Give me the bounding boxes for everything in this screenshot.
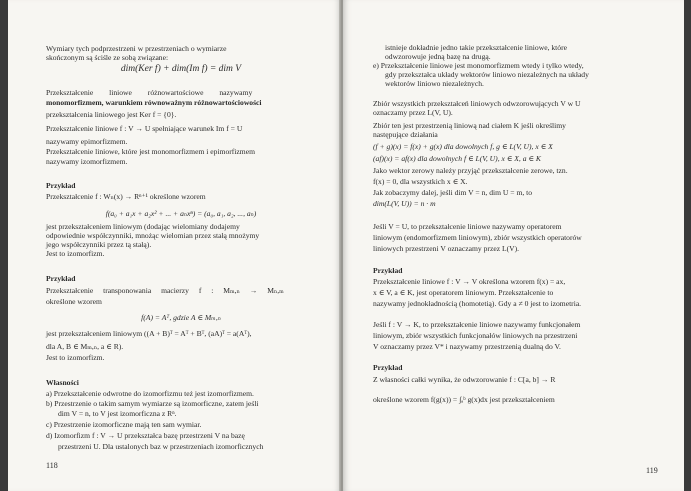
text-line: dla A, B ∈ Mₘ,ₙ, a ∈ R).	[46, 342, 124, 351]
formula: (af)(x) = af(x) dla dowolnych f ∈ L(V, U), x ∈ X, a ∈ K	[373, 154, 541, 163]
text-line: odpowiednie współczynniki, mnożąc wielomian przez stałą mnożymy	[46, 231, 260, 240]
text-line: Jeśli V = U, to przekształcenie liniowe nazywamy operatorem	[373, 222, 562, 231]
formula: dim(Ker f) + dim(Im f) = dim V	[120, 64, 242, 74]
text-line: określone wzorem	[46, 297, 102, 306]
text-line: liniowym, zbiór wszystkich funkcjonałów liniowych na przestrzeni	[373, 331, 578, 340]
text-line: Przekształcenie f : Wₙ(x) → Rⁿ⁺¹ określone wzorem	[46, 192, 206, 201]
text-line: Zbiór wszystkich przekształceń liniowych odwzorowujących V w U	[373, 99, 581, 108]
text-line: Jak zobaczymy dalej, jeśli dim V = n, dim U = m, to	[373, 188, 533, 197]
text-line: odwzorowuje jedną bazę na drugą.	[385, 52, 491, 61]
formula: f(a₀ + a₁x + a₂x² + ... + aₙxⁿ) = (a₀, a₁, a₂, ..., aₙ)	[105, 209, 257, 218]
list-item: przestrzeni U. Dla ustalonych baz w przestrzeniach izomorficznych	[58, 442, 264, 451]
formula: dim(L(V, U)) = n · m	[373, 199, 436, 208]
text-line: gdy przekształca układy wektorów liniowo niezależnych na układy	[385, 70, 589, 79]
text-line: jest przekształceniem liniowym ((A + B)ᵀ = Aᵀ + Bᵀ, (aA)ᵀ = a(Aᵀ),	[46, 329, 252, 338]
text-line: f(x) = 0, dla wszystkich x ∈ X.	[373, 177, 468, 186]
text-line: Przekształcenie transponowania macierzy f : Mₘ,ₙ → Mₙ,ₘ	[46, 286, 284, 295]
section-heading: Przykład	[373, 266, 403, 275]
section-heading: Przykład	[46, 181, 76, 190]
text-line: oznaczamy przez L(V, U).	[373, 108, 453, 117]
right-page	[343, 0, 684, 491]
text-line: Przekształcenie liniowe, które jest monomorfizmem i epimorfizmem	[46, 147, 255, 156]
text-line: określone wzorem f(g(x)) = ∫ₐᵇ g(x)dx jest przekształceniem	[373, 395, 555, 404]
section-heading: Przykład	[373, 363, 403, 372]
text-line: Z własności całki wynika, że odwzorowanie f : C[a, b] → R	[373, 375, 556, 384]
text-line: przekształcenia liniowego jest Ker f = {0}.	[46, 110, 177, 119]
page-number: 119	[646, 466, 658, 475]
text-line: Przekształcenie liniowe różnowartościowe nazywamy	[46, 88, 253, 97]
formula: f(A) = Aᵀ, gdzie A ∈ Mₘ,ₙ	[141, 313, 221, 322]
formula: (f + g)(x) = f(x) + g(x) dla dowolnych f, g ∈ L(V, U), x ∈ X	[373, 142, 553, 151]
text-line: jego współczynniki przez tą stałą).	[46, 240, 152, 249]
text-line: jest przekształceniem liniowym (dodając wielomiany dodajemy	[46, 222, 240, 231]
section-heading: Przykład	[46, 274, 76, 283]
text-line: V oznaczamy przez V* i nazywamy przestrzenią dualną do V.	[373, 342, 561, 351]
text-line: liniowych przestrzeni V oznaczamy przez L(V).	[373, 244, 520, 253]
text-line: Jeśli f : V → K, to przekształcenie liniowe nazywamy funkcjonałem	[373, 320, 581, 329]
text-line: liniowym (endomorfizmem liniowym), zbiór wszystkich operatorów	[373, 233, 582, 242]
text-line: x ∈ V, a ∈ K, jest operatorem liniowym. Przekształcenie to	[373, 288, 554, 297]
text-line: Przekształcenie liniowe f : V → U spełniające warunek Im f = U	[46, 124, 243, 133]
list-item: e) Przekształcenie liniowe jest monomorfizmem wtedy i tylko wtedy,	[373, 61, 584, 70]
text-line: Jako wektor zerowy należy przyjąć przekształcenie zerowe, tzn.	[373, 166, 568, 175]
text-line: Zbiór ten jest przestrzenią liniową nad ciałem K jeśli określimy	[373, 121, 566, 130]
left-page	[8, 0, 341, 491]
text-line: monomorfizmem, warunkiem równoważnym różnowartościowości	[46, 98, 262, 107]
list-item: b) Przestrzenie o takim samym wymiarze są izomorficzne, zatem jeśli	[46, 399, 259, 408]
page-number: 118	[46, 461, 58, 470]
text-line: Jest to izomorfizm.	[46, 353, 105, 362]
text-line: istnieje dokładnie jedno takie przekształcenie liniowe, które	[385, 43, 567, 52]
list-item: c) Przestrzenie izomorficzne mają ten sam wymiar.	[46, 420, 202, 429]
text-line: wektorów liniowo niezależnych.	[385, 79, 484, 88]
text-line: Jest to izomorfizm.	[46, 249, 105, 258]
text-line: skończonym są ściśle ze sobą związane:	[46, 53, 169, 62]
text-line: Przekształcenie liniowe f : V → V określona wzorem f(x) = ax,	[373, 277, 566, 286]
text-line: nazywamy jednokładnością (homotetią). Gdy a ≠ 0 jest to izometria.	[373, 299, 582, 308]
text-line: Wymiary tych podprzestrzeni w przestrzeniach o wymiarze	[46, 44, 227, 53]
list-item: a) Przekształcenie odwrotne do izomorfizmu też jest izomorfizmem.	[46, 389, 254, 398]
section-heading: Własności	[46, 378, 79, 387]
text-line: następujące działania	[373, 130, 438, 139]
text-line: nazywamy izomorfizmem.	[46, 157, 128, 166]
list-item: d) Izomorfizm f : V → U przekształca bazę przestrzeni V na bazę	[46, 431, 245, 440]
list-item: dim V = n, to V jest izomorficzna z Rⁿ.	[58, 409, 177, 418]
text-line: nazywamy epimorfizmem.	[46, 137, 128, 146]
